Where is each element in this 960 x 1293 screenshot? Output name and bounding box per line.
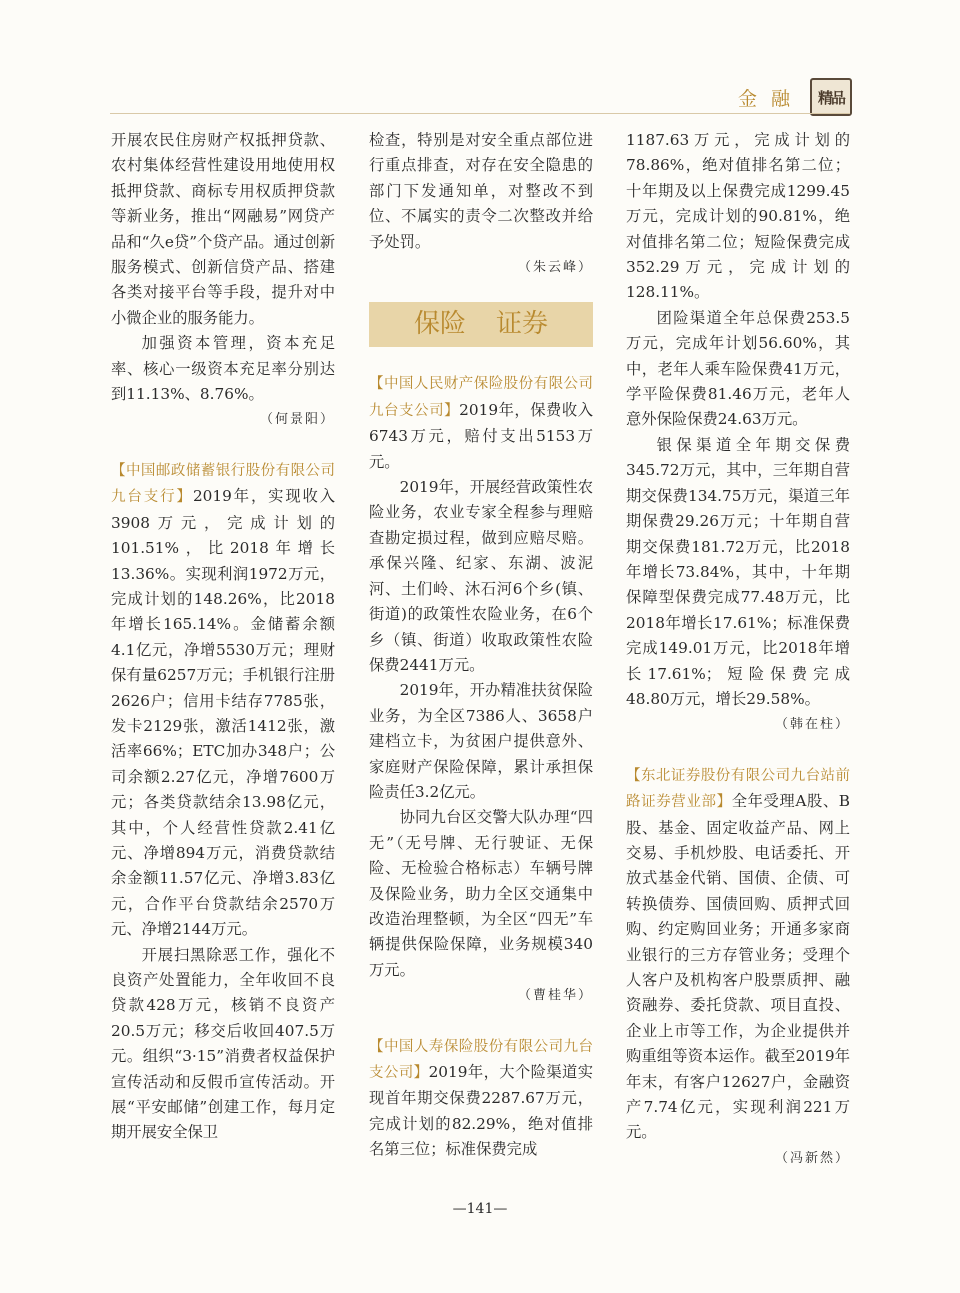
org-heading: 【中国人寿保险股份有限公司九台支公司】: [369, 1038, 593, 1081]
org-heading: 【东北证券股份有限公司九台站前路证券营业部】: [626, 767, 850, 811]
entry-text: 2019年，保费收入6743万元，赔付支出5153万元。: [369, 400, 593, 471]
paragraph: 检查，特别是对安全重点部位进行重点排查，对存在安全隐患的部门下发通知单，对整改不到位、不属实的责令二次整改并给予处罚。: [369, 131, 593, 251]
paragraph: 开展扫黑除恶工作，强化不良资产处置能力，全年收回不良贷款428万元，核销不良资产20.5万元；移交后收回407.5万元。组织“3·15”消费者权益保护宣传活动和反假币宣传活动。开展“平安邮储”创建工作，每月定期开展安全保卫: [111, 945, 335, 1142]
org-heading: 【中国人民财产保险股份有限公司九台支公司】: [369, 376, 593, 419]
column-1: [111, 128, 335, 1146]
entry-paragraph: [369, 1034, 593, 1163]
jingpin-seal-logo: 精品: [810, 78, 852, 116]
paragraph: 开展农民住房财产权抵押贷款、农村集体经营性建设用地使用权抵押贷款、商标专用权质押贷款等新业务，推出“网融易”网贷产品和“久e贷”个贷产品。通过创新服务模式、创新信贷产品、搭建各类对接平台等手段，提升对中小微企业的服务能力。: [111, 131, 335, 327]
author-signature: （曹桂华）: [517, 988, 593, 1004]
author-signature: （朱云峰）: [517, 260, 593, 276]
column-3: [626, 128, 850, 1171]
paragraph: 加强资本管理，资本充足率、核心一级资本充足率分别达到11.13%、8.76%。: [111, 334, 335, 404]
paragraph: 1187.63万元，完成计划的78.86%，绝对值排名第二位；十年期及以上保费完成1299.45万元，完成计划的90.81%，绝对值排名第二位；短险保费完成352.29万元，完成计划的128.11%。: [626, 131, 850, 302]
author-signature: （何景阳）: [259, 412, 335, 428]
running-header: [738, 78, 852, 116]
entry-paragraph: [626, 763, 850, 1146]
entry-paragraph: [111, 458, 335, 943]
org-heading: 【中国邮政储蓄银行股份有限公司九台支行】: [111, 462, 335, 506]
paragraph: 协同九台区交警大队办理“四无”（无号牌、无行驶证、无保险、无检验合格标志）车辆号牌及保险业务，助力全区交通集中改造治理整顿，为全区“四无”车辆提供保险保障，业务规模340万元。: [369, 808, 593, 979]
banner-text-securities: 证券: [496, 309, 549, 340]
section-title: 金融: [738, 87, 805, 110]
header-rule: [110, 113, 850, 114]
page-number: —141—: [452, 1201, 508, 1217]
paragraph: 2019年，开展经营政策性农险业务，农业专家全程参与理赔查勘定损过程，做到应赔尽赔。承保兴隆、纪家、东湖、波泥河、土们岭、沐石河6个乡(镇、街道)的政策性农险业务，在6个乡（镇、街道）收取政策性农险保费2441万元。: [369, 478, 593, 674]
entry-text: 2019年，大个险渠道实现首年期交保费2287.67万元，完成计划的82.29%，绝对值排名第三位；标准保费完成: [369, 1063, 593, 1159]
column-2: [369, 128, 593, 1163]
paragraph: 团险渠道全年总保费253.5万元，完成年计划56.60%，其中，老年人乘车险保费41万元，学平险保费81.46万元，老年人意外保险保费24.63万元。: [626, 308, 850, 429]
author-signature: （韩在柱）: [774, 717, 850, 733]
entry-text: 全年受理A股、B股、基金、固定收益产品、网上交易、手机炒股、电话委托、开放式基金代销、国债、企债、可转换债券、国债回购、质押式回购、约定购回业务；开通多家商业银行的三方存管业务；受理个人客户及机构客户股票质押、融资融券、委托贷款、项目直投、企业上市等工作，为企业提供并购重组等资本运作。截至2019年年末，有客户12627户，金融资产7.74亿元，实现利润221万元。: [626, 792, 850, 1142]
entry-text: 2019年，实现收入3908万元，完成计划的101.51%，比2018年增长13.36%。实现利润1972万元，完成计划的148.26%，比2018年增长165.14%。金储蓄余额4.1亿元，净增5530万元；理财保有量6257万元；手机银行注册2626户；信用卡结存7785张，发卡2129张，激活1412张，激活率66%；ETC加办348户；公司余额2.27亿元，净增7600万元；各类贷款结余13.98亿元，其中，个人经营性贷款2.41亿元、净增894万元，消费贷款结余金额11.57亿元、净增3.83亿元，合作平台贷款结余2570万元、净增2144万元。: [111, 487, 335, 939]
banner-text-insurance: 保险: [413, 309, 466, 340]
entry-paragraph: [369, 371, 593, 475]
paragraph: 2019年，开办精准扶贫保险业务，为全区7386人、3658户建档立卡，为贫困户提供意外、家庭财产保险保障，累计承担保险责任3.2亿元。: [369, 681, 593, 801]
author-signature: （冯新然）: [774, 1150, 850, 1166]
section-banner: [369, 302, 593, 347]
paragraph: 银保渠道全年期交保费345.72万元，其中，三年期自营期交保费134.75万元，渠道三年期保费29.26万元；十年期自营期交保费181.72万元，比2018年增长73.84%，其中，十年期保障型保费完成77.48万元，比2018年增长17.61%；标准保费完成149.01万元，比2018年增长17.61%；短险保费完成48.80万元，增长29.58%。: [626, 435, 850, 708]
